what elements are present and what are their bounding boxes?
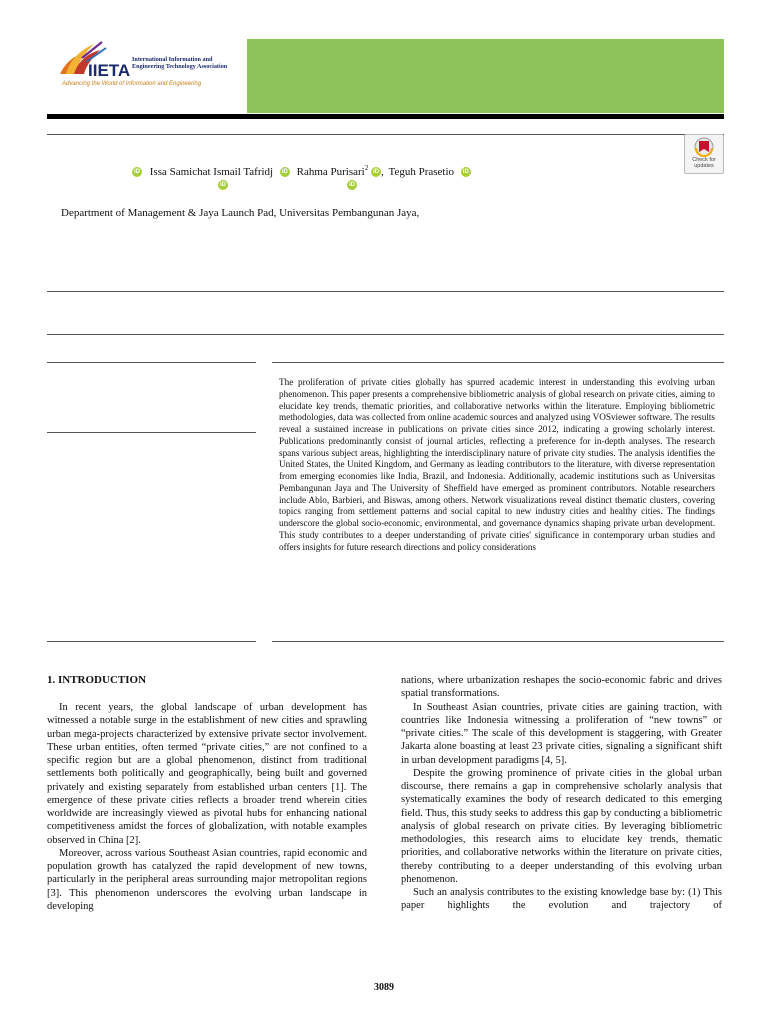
orcid-icon[interactable]: iD [373, 169, 379, 176]
divider-line [47, 134, 724, 135]
logo-org-line2: Engineering Technology Association [132, 63, 228, 70]
author-list [132, 164, 471, 178]
header-rule [47, 114, 724, 119]
section-heading: 1. INTRODUCTION [47, 674, 147, 686]
publisher-logo [52, 40, 242, 96]
body-paragraph: In recent years, the global landscape of urban development has witnessed a notable surge in the establishment of new cities and sprawling urban mega-projects characterized by extensive private sector involvement. These urban entities, often termed “private cities,” are not confined to a specific region but are a global phenomenon, distinct from traditional settlements both politically and geographically, being built and governed privately and existing separately from established urban centers [1]. The emergence of these private cities reflects a broader trend wherein cities worldwide are increasingly viewed as pivotal hubs for enhancing national competitiveness amidst the forces of globalization, with notable examples observed in China [2]. [47, 702, 367, 846]
left-column [47, 701, 367, 913]
divider-line [47, 334, 724, 335]
logo-org-line1: International Information and [132, 56, 213, 63]
author-separator: , [381, 166, 384, 179]
check-for-updates-label: Check for updates [692, 157, 716, 169]
orcid-icon[interactable]: iD [220, 182, 226, 188]
author-name: Rahma Purisari [296, 166, 365, 179]
author-superscript: 2 [364, 164, 369, 172]
info-box-top-rule [47, 362, 256, 363]
divider-line [47, 291, 724, 292]
orcid-icon[interactable]: iD [349, 182, 355, 188]
abstract-bottom-rule [272, 641, 724, 642]
logo-letters: IIETA [88, 61, 131, 80]
body-paragraph: In Southeast Asian countries, private cities are gaining traction, with countries like Indonesia witnessing a proliferation of “new towns” or “private cities.” The scale of this development is staggering, with Greater Jakarta alone boasting at least 23 private cities, signaling a significant shift in urban development paradigms [4, 5]. [401, 701, 722, 766]
journal-banner [247, 39, 724, 113]
crossmark-icon [685, 136, 723, 158]
body-paragraph: nations, where urbanization reshapes the socio-economic fabric and drives spatial transformations. [401, 675, 722, 700]
body-paragraph: Moreover, across various Southeast Asian countries, rapid economic and population growth has catalyzed the rapid development of new towns, particularly in the peripheral areas surrounding major metropolitan regions [3]. This phenomenon underscores the evolving urban landscape in developing [47, 847, 367, 912]
body-paragraph: Such an analysis contributes to the existing knowledge base by: (1) This paper highlights the evolution and trajectory of [401, 887, 722, 912]
info-box-bottom-rule [47, 641, 256, 642]
affiliation: Department of Management & Jaya Launch Pad, Universitas Pembangunan Jaya, [61, 207, 420, 219]
info-box-mid-rule [47, 432, 256, 433]
orcid-icon[interactable]: iD [462, 169, 469, 176]
orcid-icon[interactable]: iD [281, 169, 288, 176]
abstract-text: The proliferation of private cities globally has spurred academic interest in understanding this evolving urban phenomenon. This paper presents a comprehensive bibliometric analysis of global research on private cities, aiming to elucidate key trends, thematic priorities, and collaborative networks within the literature. Employing bibliometric methodologies, data was collected from online academic sources and analyzed using VOSviewer software. The results reveal a sustained increase in publications on private cities since 2012, indicating a growing scholarly interest. Publications predominantly consist of journal articles, reflecting a preference for in-depth analyses. The research spans various subject areas, highlighting the interdisciplinary nature of private city studies. The analysis identifies the United States, the United Kingdom, and Germany as leading contributors to the literature, with diverse representation from emerging economies like India, Brazil, and Indonesia. Additionally, academic institutions such as Universitas Pembangunan Jaya and The University of Sheffield have emerged as prominent contributors. Notable researchers include Ablo, Barbieri, and Biswas, among others. Network visualizations reveal distinct thematic clusters, covering topics ranging from settlement patterns and social capital to new industry cities and healthy cities. The findings underscore the global socio-economic, environmental, and governance dynamics shaping private urban development. This study contributes to a deeper understanding of private cities' significance in contemporary urban studies and offers insights for future research directions and policy considerations [279, 377, 715, 552]
right-column [401, 674, 722, 913]
author-name: Issa Samichat Ismail Tafridj [149, 166, 274, 179]
author-name: Teguh Prasetio [388, 166, 455, 179]
page-number: 3089 [374, 982, 394, 993]
logo-slogan: Advancing the World of Information and Engineering [62, 81, 202, 87]
abstract-top-rule [272, 362, 724, 363]
body-paragraph: Despite the growing prominence of private cities in the global urban discourse, there remains a gap in comprehensive scholarly analysis that systematically examines the body of research dedicated to this emerging field. Thus, this study seeks to address this gap by conducting a bibliometric analysis of global research on private cities. By leveraging bibliometric methodologies, this research aims to elucidate key trends, thematic priorities, and collaborative networks within the literature on private cities, thereby contributing to a deeper understanding of this evolving urban phenomenon. [401, 767, 722, 885]
orcid-icon[interactable]: iD [134, 169, 140, 176]
check-for-updates-badge[interactable] [684, 134, 724, 174]
